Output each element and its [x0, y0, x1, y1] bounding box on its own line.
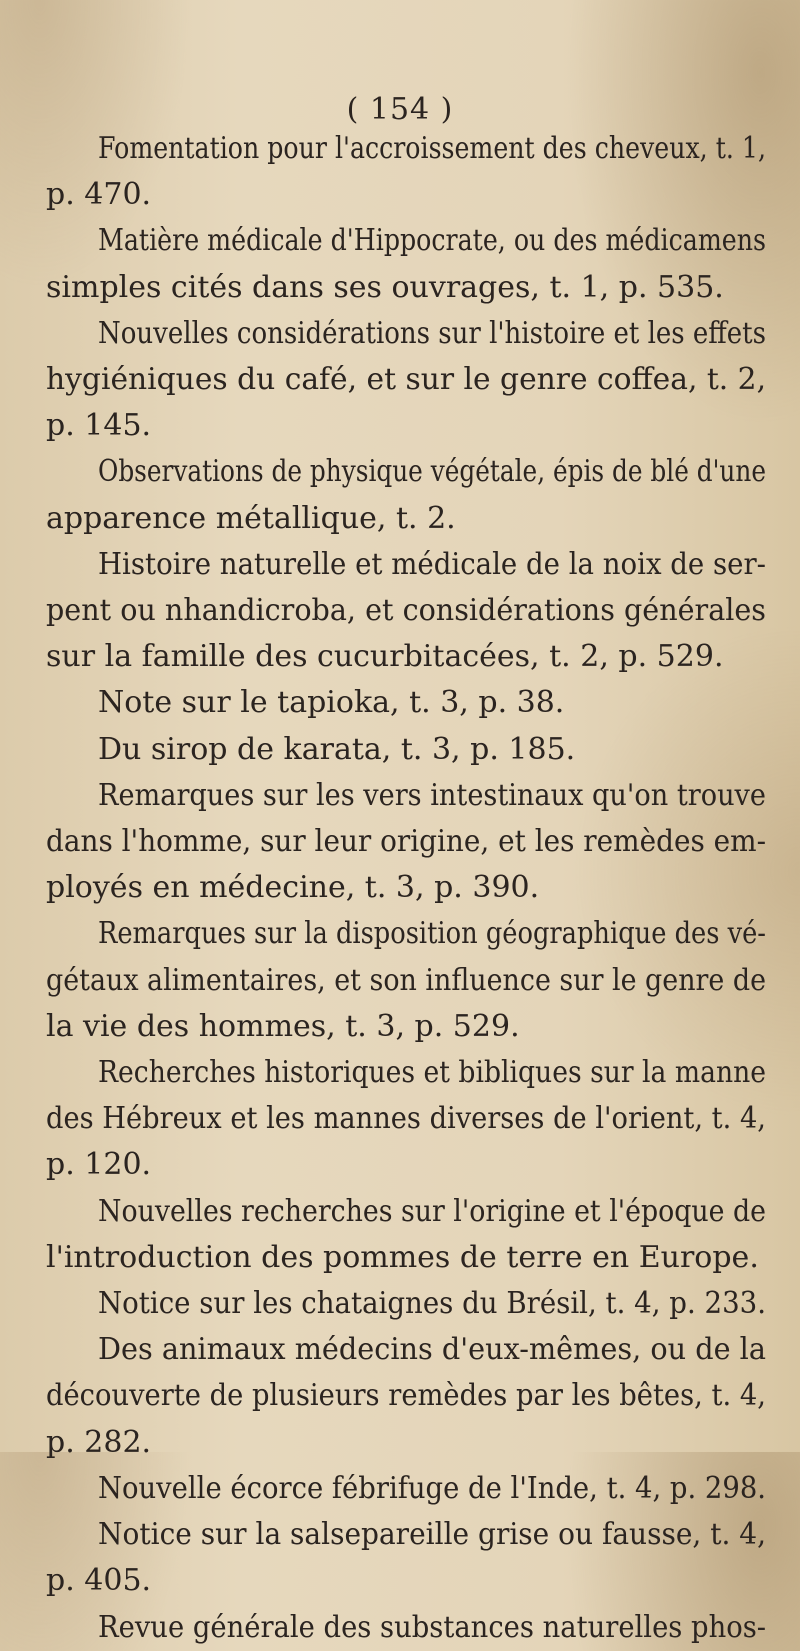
text-line: découverte de plusieurs remèdes par les bêtes, t. 4,	[46, 1378, 766, 1414]
text-line: Histoire naturelle et médicale de la noix de ser-	[98, 546, 767, 582]
text-line: Recherches historiques et bibliques sur la manne	[98, 1055, 767, 1091]
text-line: Observations de physique végétale, épis de blé d'une	[98, 454, 766, 490]
text-line: pent ou nhandicroba, et considérations générales	[46, 593, 766, 629]
text-line: p. 470.	[46, 177, 152, 213]
text-line: Des animaux médecins d'eux-mêmes, ou de la	[98, 1332, 766, 1368]
text-line: Nouvelles recherches sur l'origine et l'époque de	[98, 1193, 767, 1229]
body-text	[46, 126, 766, 1651]
text-line: sur la famille des cucurbitacées, t. 2, p. 529.	[46, 639, 724, 675]
text-line: Nouvelle écorce fébrifuge de l'Inde, t. 4, p. 298.	[98, 1470, 766, 1506]
text-line: dans l'homme, sur leur origine, et les remèdes em-	[46, 824, 767, 860]
text-line: la vie des hommes, t. 3, p. 529.	[46, 1008, 520, 1044]
text-line: Notice sur la salsepareille grise ou fausse, t. 4,	[98, 1517, 767, 1553]
page-number-header: ( 154 )	[346, 92, 454, 127]
text-line: Remarques sur les vers intestinaux qu'on trouve	[98, 777, 766, 813]
text-line: p. 282.	[46, 1424, 152, 1460]
text-line: p. 405.	[46, 1563, 152, 1599]
text-line: p. 145.	[46, 408, 152, 444]
text-line: l'introduction des pommes de terre en Europe.	[46, 1239, 759, 1275]
text-line: des Hébreux et les mannes diverses de l'orient, t. 4,	[46, 1101, 766, 1137]
text-line: Fomentation pour l'accroissement des cheveux, t. 1,	[98, 131, 766, 166]
text-line: Notice sur les chataignes du Brésil, t. 4, p. 233.	[98, 1286, 766, 1322]
text-line: hygiéniques du café, et sur le genre coffea, t. 2,	[46, 362, 767, 398]
text-line: Revue générale des substances naturelles phos-	[98, 1609, 767, 1645]
text-line: Nouvelles considérations sur l'histoire et les effets	[98, 315, 766, 351]
text-line: ployés en médecine, t. 3, p. 390.	[46, 870, 540, 906]
text-line: apparence métallique, t. 2.	[46, 500, 456, 536]
text-line: p. 120.	[46, 1147, 152, 1183]
text-line: Remarques sur la disposition géographique des vé-	[98, 916, 766, 952]
text-line: simples cités dans ses ouvrages, t. 1, p. 535.	[46, 269, 724, 305]
text-line: Matière médicale d'Hippocrate, ou des médicamens	[98, 223, 766, 259]
text-line: Note sur le tapioka, t. 3, p. 38.	[98, 685, 565, 721]
text-line: gétaux alimentaires, et son influence sur le genre de	[46, 962, 767, 998]
text-line: Du sirop de karata, t. 3, p. 185.	[98, 731, 576, 767]
